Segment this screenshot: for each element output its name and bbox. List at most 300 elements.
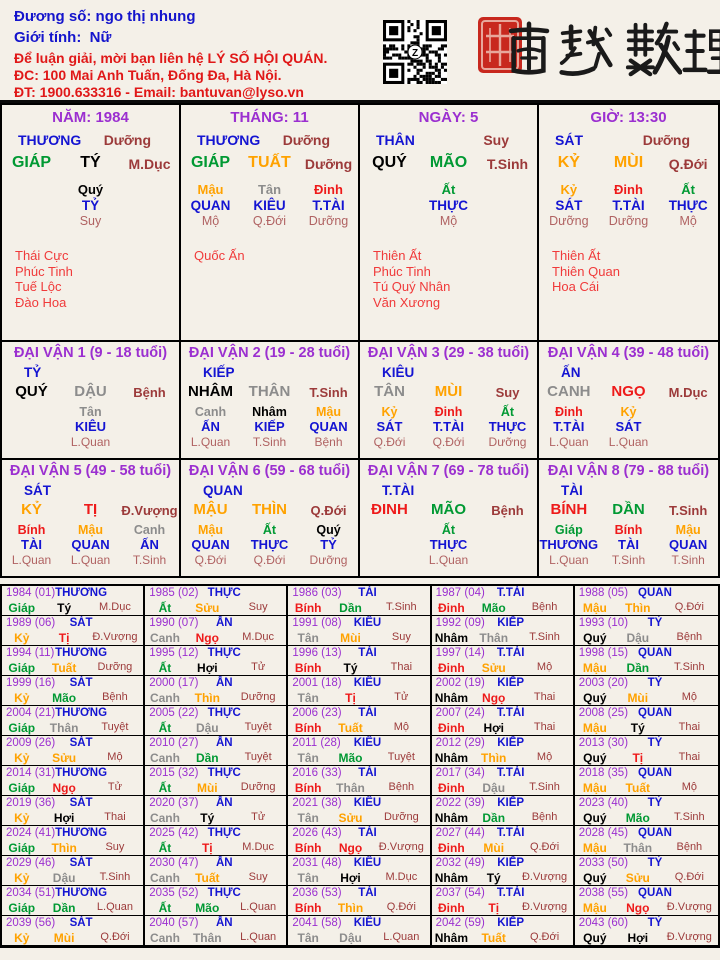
year-label: 2031 (48): [292, 857, 342, 869]
year-god: SÁT: [69, 797, 93, 809]
year-stage: Dưỡng: [383, 811, 419, 823]
year-stem: Quý: [583, 931, 607, 945]
year-cell: [145, 766, 288, 796]
year-god: THỰC: [207, 587, 241, 599]
hidden-stage: Q.Đới: [252, 214, 287, 228]
year-stage: T.Sinh: [529, 631, 560, 643]
year-god: SÁT: [69, 737, 93, 749]
hidden-stem: Ất: [500, 405, 515, 419]
year-cell: [2, 886, 145, 916]
year-god: TỶ: [647, 677, 663, 689]
year-stem: Mậu: [582, 841, 607, 855]
year-line-1: [432, 797, 573, 811]
year-branch: Thìn: [337, 901, 364, 915]
year-line-1: [2, 677, 143, 691]
daivan-main-row: [181, 501, 358, 522]
brand-char-nam: [502, 20, 556, 78]
year-line-2: [575, 751, 718, 765]
hidden-god: T.TÀI: [612, 198, 645, 213]
star-label: Thái Cực: [15, 248, 69, 263]
year-god: T.TÀI: [496, 587, 525, 599]
year-line-2: [432, 781, 573, 795]
pillar-god: THÂN: [376, 132, 415, 148]
year-cell: [288, 706, 431, 736]
daivan-main-row: [2, 501, 179, 522]
year-line-2: [145, 601, 286, 615]
year-line-2: [575, 721, 718, 735]
year-god: SÁT: [69, 857, 93, 869]
pillar-hidden-stems: [539, 182, 718, 246]
star-label: Phúc Tinh: [373, 263, 431, 279]
daivan-branch: THÂN: [248, 383, 291, 400]
year-line-2: [145, 721, 286, 735]
year-stage: Bệnh: [102, 691, 128, 703]
year-label: 2006 (23): [292, 707, 342, 719]
year-cell: [2, 706, 145, 736]
year-cell: [432, 796, 575, 826]
pillar-stem: KỶ: [557, 154, 580, 171]
year-cell: [288, 916, 431, 946]
year-cell: [432, 826, 575, 856]
year-line-2: [432, 691, 573, 705]
pillar-god-row: [181, 132, 358, 154]
year-label: 1992 (09): [435, 617, 485, 629]
year-stage: Đ.Vượng: [92, 631, 138, 643]
daivan-hidden-stems: [539, 405, 718, 458]
year-branch: Tị: [345, 691, 356, 705]
year-label: 2030 (47): [149, 857, 199, 869]
hidden-stage: L.Quan: [70, 553, 111, 567]
pillar-star-list: [181, 248, 358, 264]
year-god: THỰC: [207, 827, 241, 839]
hidden-stem-column: [181, 405, 240, 458]
person-label: Đương số:: [14, 8, 92, 25]
hidden-stem-column: [419, 523, 478, 576]
year-god: THỰC: [207, 887, 241, 899]
hidden-stage: Q.Đới: [373, 435, 406, 449]
gender-value: Nữ: [89, 29, 112, 46]
year-cell: [432, 676, 575, 706]
year-stem: Bính: [294, 901, 322, 915]
star-label: Thiên Ất: [373, 248, 422, 263]
year-branch: Hợi: [627, 931, 649, 945]
hidden-god: QUAN: [669, 537, 708, 552]
hidden-stage: Mộ: [679, 214, 697, 228]
year-line-2: [432, 901, 573, 915]
star-label: Tú Quý Nhân: [373, 279, 451, 294]
hidden-god: QUAN: [71, 537, 110, 552]
pillar-main-row: [181, 154, 358, 180]
year-stem: Ất: [158, 841, 172, 855]
year-stem: Tân: [297, 811, 319, 825]
year-stem: Tân: [297, 631, 319, 645]
year-line-2: [145, 691, 286, 705]
year-branch: Tị: [201, 841, 213, 855]
year-label: 1985 (02): [149, 587, 199, 599]
year-line-2: [2, 931, 143, 945]
year-branch: Thân: [336, 781, 365, 795]
year-branch: Hợi: [483, 721, 504, 735]
year-branch: Sửu: [481, 661, 506, 675]
year-cell: [575, 586, 718, 616]
year-stem: Đinh: [438, 601, 465, 615]
contact-line-1: Để luận giải, mời bạn liên hệ LÝ SỐ HỘI QUÁN.: [14, 50, 328, 66]
year-stem: Ất: [158, 661, 172, 675]
year-god: KIẾP: [497, 857, 525, 869]
pillar-god-stage: Dưỡng: [103, 132, 151, 148]
year-line-2: [432, 661, 573, 675]
year-cell: [288, 676, 431, 706]
year-line-2: [2, 781, 143, 795]
year-cell: [432, 616, 575, 646]
year-stage: Q.Đới: [100, 931, 130, 943]
pillar-box: [2, 105, 181, 340]
pillar-branch: TÝ: [80, 154, 101, 171]
year-line-2: [145, 661, 286, 675]
year-stage: Mộ: [536, 661, 553, 673]
hidden-god: SÁT: [376, 419, 403, 434]
year-god: KIÊU: [353, 677, 382, 689]
hidden-stage: Q.Đới: [253, 553, 286, 567]
hidden-stem-column: [658, 523, 718, 576]
hidden-stage: Mộ: [201, 214, 220, 228]
brand-char-so: [624, 20, 682, 78]
year-stage: L.Quan: [240, 901, 277, 913]
year-branch: Dần: [52, 901, 76, 915]
year-label: 2027 (44): [435, 827, 485, 839]
daivan-hidden-stems: [2, 405, 179, 458]
hidden-god: QUAN: [190, 198, 231, 213]
year-stem: Giáp: [8, 601, 36, 615]
star-label: Hoa Cái: [552, 279, 599, 294]
year-cell: [2, 796, 145, 826]
year-god: T.TÀI: [496, 647, 525, 659]
daivan-box: [360, 342, 539, 458]
hidden-stem: Tân: [79, 405, 102, 419]
hidden-stem: Kỷ: [620, 405, 637, 419]
daivan-stem: QUÝ: [15, 383, 48, 400]
qr-code-icon: [383, 20, 447, 84]
year-line-2: [288, 751, 429, 765]
year-label: 2000 (17): [149, 677, 199, 689]
hidden-stem: Canh: [194, 405, 227, 419]
year-branch: Ngọ: [482, 691, 506, 705]
year-god: SÁT: [69, 617, 93, 629]
year-branch: Ngọ: [626, 901, 650, 915]
year-stage: Thai: [533, 691, 556, 703]
year-stem: Kỷ: [14, 871, 30, 885]
year-label: 1996 (13): [292, 647, 342, 659]
year-branch: Thìn: [194, 691, 220, 705]
year-label: 1986 (03): [292, 587, 342, 599]
hidden-god: QUAN: [191, 537, 230, 552]
year-branch: Dậu: [482, 781, 506, 795]
daivan-stage: Suy: [495, 385, 520, 400]
year-stage: T.Sinh: [386, 601, 417, 613]
year-stem: Canh: [149, 871, 180, 885]
pillar-stage: M.Dục: [128, 156, 171, 172]
year-branch: Mão: [195, 901, 220, 915]
year-stage: Suy: [391, 631, 411, 643]
year-branch: Mão: [625, 811, 650, 825]
daivan-branch: NGỌ: [611, 383, 646, 400]
year-stem: Đinh: [438, 721, 465, 735]
hidden-stage: T.Sinh: [132, 553, 167, 567]
year-branch: Mùi: [340, 631, 361, 645]
pillar-god-stage: Suy: [483, 132, 509, 148]
hidden-god: SÁT: [615, 419, 642, 434]
year-line-1: [2, 617, 143, 631]
hidden-god: THỰC: [429, 198, 468, 213]
year-line-1: [432, 647, 573, 661]
hidden-god: THỰC: [429, 537, 468, 552]
pillar-hidden-stems: [2, 182, 179, 246]
year-god: KIẾP: [497, 677, 525, 689]
year-line-2: [575, 841, 718, 855]
pillar-stem: GIÁP: [190, 154, 231, 171]
daivan-stage: Bệnh: [491, 503, 524, 518]
year-label: 1995 (12): [149, 647, 199, 659]
hidden-stem: Ất: [441, 523, 456, 537]
year-stage: T.Sinh: [674, 661, 705, 673]
daivan-hidden-stems: [181, 405, 358, 458]
year-stage: Mộ: [107, 751, 123, 763]
year-stage: Suy: [105, 841, 125, 853]
year-branch: Mùi: [53, 931, 75, 945]
year-cell: [288, 796, 431, 826]
year-line-1: [432, 767, 573, 781]
year-line-2: [575, 901, 718, 915]
year-label: 1997 (14): [435, 647, 485, 659]
person-name: ngo thị nhung: [95, 8, 196, 25]
pillar-hidden-stems: [360, 182, 537, 246]
year-god: T.TÀI: [496, 767, 525, 779]
year-stem: Mậu: [582, 601, 607, 615]
year-stage: T.Sinh: [99, 871, 131, 883]
year-line-2: [432, 751, 573, 765]
daivan-god: KIÊU: [382, 365, 415, 380]
year-god: TÀI: [358, 767, 377, 779]
year-line-1: [2, 767, 143, 781]
year-branch: Thân: [479, 631, 509, 645]
hidden-stem-column: [539, 182, 599, 246]
pillar-main-row: [2, 154, 179, 180]
hidden-god: ẤN: [201, 419, 220, 434]
pillar-branch: MÙI: [613, 154, 644, 171]
year-line-1: [432, 917, 573, 931]
year-god: KIẾP: [497, 617, 525, 629]
year-stage: Mộ: [393, 721, 409, 733]
year-stage: Tuyệt: [101, 721, 129, 733]
year-stage: Q.Đới: [674, 601, 704, 613]
year-line-1: [575, 677, 718, 691]
year-line-1: [575, 587, 718, 601]
daivan-title: ĐẠI VẬN 6 (59 - 68 tuổi): [188, 463, 351, 479]
hidden-god: TÀI: [618, 537, 639, 552]
daivan-hidden-stems: [360, 405, 537, 458]
year-label: 2034 (51): [6, 887, 56, 899]
year-branch: Mùi: [196, 781, 218, 795]
year-line-1: [145, 887, 286, 901]
year-branch: Dần: [482, 811, 506, 825]
daivan-god: TÀI: [561, 483, 583, 498]
year-stem: Tân: [297, 751, 319, 765]
year-label: 2015 (32): [149, 767, 199, 779]
daivan-hidden-stems: [360, 523, 537, 576]
year-stem: Tân: [297, 871, 319, 885]
daivan-hidden-stems: [2, 523, 179, 576]
year-stage: Tuyệt: [244, 751, 272, 763]
hidden-stem-column: [240, 182, 299, 246]
hidden-god: THỰC: [668, 198, 708, 213]
hidden-stem: Ất: [441, 182, 456, 197]
hidden-stem-column: [658, 182, 718, 246]
year-stage: L.Quan: [383, 931, 420, 943]
year-cell: [575, 826, 718, 856]
pillar-stem: QUÝ: [372, 154, 407, 171]
year-line-1: [432, 857, 573, 871]
person-line: [14, 6, 327, 27]
year-god: THƯƠNG: [55, 707, 108, 719]
hidden-stage: L.Quan: [190, 435, 231, 449]
year-cell: [145, 706, 288, 736]
year-stage: M.Dục: [99, 601, 131, 613]
pillar-title: THÁNG: 11: [230, 109, 309, 126]
year-line-2: [2, 841, 143, 855]
daivan-branch: MÙI: [434, 383, 463, 400]
hidden-stage: Dưỡng: [308, 214, 349, 228]
year-line-1: [288, 797, 429, 811]
year-branch: Dậu: [195, 721, 219, 735]
year-stage: Thai: [678, 721, 701, 733]
year-line-2: [145, 781, 286, 795]
hidden-stage: T.Sinh: [252, 435, 287, 449]
hidden-god: T.TÀI: [312, 198, 345, 213]
year-line-1: [288, 587, 429, 601]
year-stem: Mậu: [582, 721, 607, 735]
contact-line-2: ĐC: 100 Mai Anh Tuấn, Đống Đa, Hà Nội.: [14, 67, 282, 83]
year-line-2: [2, 811, 143, 825]
daivan-hidden-stems: [539, 523, 718, 576]
pillar-branch: TUẤT: [248, 154, 291, 171]
year-god: THƯƠNG: [55, 587, 108, 599]
year-cell: [145, 616, 288, 646]
daivan-box: [181, 342, 360, 458]
year-cell: [288, 646, 431, 676]
year-line-1: [288, 617, 429, 631]
year-stage: Mộ: [536, 751, 553, 763]
year-god: ẤN: [215, 677, 233, 689]
year-cell: [575, 736, 718, 766]
star-label: Tuế Lộc: [15, 279, 62, 294]
year-label: 2026 (43): [292, 827, 342, 839]
year-line-2: [575, 631, 718, 645]
hidden-stem: Giáp: [554, 523, 583, 537]
year-line-1: [575, 827, 718, 841]
year-branch: Tý: [630, 721, 645, 735]
year-stem: Quý: [583, 631, 607, 645]
hidden-stem-column: [61, 182, 120, 246]
pillar-stem: GIÁP: [11, 154, 52, 171]
year-stem: Tân: [297, 931, 319, 945]
hidden-stem: Mậu: [78, 523, 103, 537]
year-branch: Thân: [192, 931, 222, 945]
hidden-stem: Mậu: [675, 523, 701, 537]
year-label: 2013 (30): [578, 737, 629, 749]
year-stage: Q.Đới: [386, 901, 416, 913]
year-branch: Hợi: [53, 811, 75, 825]
year-god: THỰC: [207, 767, 241, 779]
hidden-stage: Bệnh: [314, 435, 343, 449]
year-label: 2025 (42): [149, 827, 199, 839]
year-god: QUAN: [638, 767, 672, 779]
hidden-stage: Dưỡng: [549, 214, 589, 228]
year-cell: [575, 706, 718, 736]
year-god: THỰC: [207, 647, 241, 659]
year-stage: Bệnh: [531, 601, 558, 613]
hidden-stem-column: [240, 405, 299, 458]
hidden-stem: Quý: [316, 523, 341, 537]
year-branch: Mão: [481, 601, 506, 615]
star-label: Đào Hoa: [15, 294, 67, 310]
hidden-stem-column: [419, 182, 478, 246]
year-line-1: [2, 887, 143, 901]
hidden-stem: Bính: [614, 523, 643, 537]
star-label: Văn Xương: [373, 294, 441, 310]
year-stem: Bính: [294, 721, 322, 735]
year-god: TỶ: [647, 797, 663, 809]
year-branch: Mão: [338, 751, 363, 765]
year-god: THỰC: [207, 707, 241, 719]
daivan-branch: TỊ: [83, 501, 98, 518]
year-stage: Bệnh: [388, 781, 415, 793]
year-cell: [2, 616, 145, 646]
hidden-stage: L.Quan: [428, 553, 469, 567]
pillar-god-row: [360, 132, 537, 154]
year-branch: Tị: [58, 631, 70, 645]
hidden-stem-column: [2, 523, 61, 576]
pillar-box: [360, 105, 539, 340]
contact-block: [14, 50, 327, 101]
year-stage: Tử: [251, 661, 266, 673]
hidden-stage: Q.Đới: [432, 435, 465, 449]
year-god: TỶ: [647, 917, 663, 929]
daivan-stem: CANH: [547, 383, 591, 400]
year-stage: Bệnh: [531, 811, 558, 823]
year-stem: Ất: [158, 601, 172, 615]
year-line-1: [288, 647, 429, 661]
hidden-stage: T.Sinh: [611, 553, 646, 567]
year-stage: Mộ: [681, 781, 697, 793]
hidden-stem: Quý: [77, 182, 104, 197]
year-god: QUAN: [638, 887, 672, 899]
year-stage: Q.Đới: [529, 841, 560, 853]
year-line-2: [432, 871, 573, 885]
daivan-stage: M.Dục: [668, 385, 708, 400]
year-label: 2029 (46): [6, 857, 56, 869]
year-cell: [432, 586, 575, 616]
daivan-main-row: [539, 383, 718, 404]
year-god: TÀI: [358, 707, 377, 719]
year-line-2: [145, 811, 286, 825]
year-line-2: [432, 931, 573, 945]
hidden-stem: Mậu: [198, 523, 223, 537]
pillar-branch: MÃO: [429, 154, 468, 171]
hidden-stem-column: [299, 523, 358, 576]
year-stage: M.Dục: [385, 871, 418, 883]
year-label: 2003 (20): [578, 677, 629, 689]
daivan-main-row: [539, 501, 718, 522]
